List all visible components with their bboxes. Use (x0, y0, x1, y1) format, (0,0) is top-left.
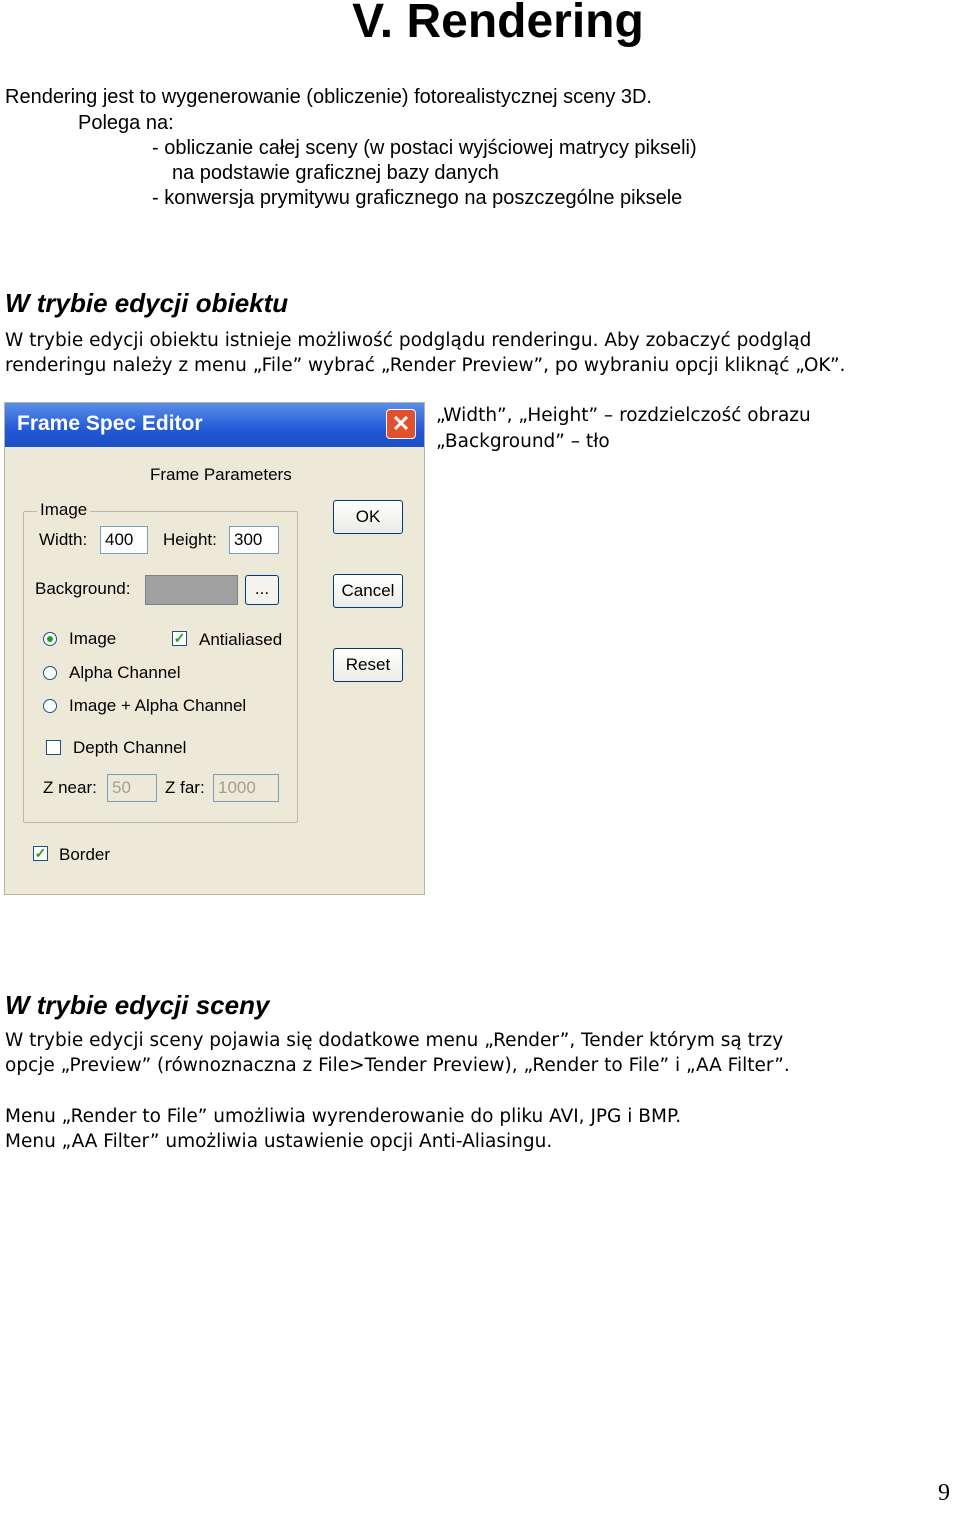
section1-line-1: W trybie edycji obiektu istnieje możliwość podglądu renderingu. Aby zobaczyć podgląd (5, 330, 812, 351)
section2-line-4: Menu „AA Filter” umożliwia ustawienie opcji Anti-Aliasingu. (5, 1131, 553, 1152)
border-checkbox[interactable]: ✓ (34, 845, 47, 861)
height-field[interactable]: 300 (229, 526, 279, 554)
znear-label: Z near: (43, 778, 97, 797)
background-label: Background: (35, 579, 131, 598)
page-number: 9 (938, 1480, 950, 1506)
radio-image-label: Image (69, 629, 117, 648)
image-group-label: Image (37, 500, 90, 520)
antialiased-checkbox[interactable]: ✓ (173, 630, 186, 646)
zfar-label: Z far: (165, 778, 205, 797)
border-label: Border (59, 845, 111, 864)
depth-channel-checkbox[interactable] (46, 740, 61, 755)
section-heading-scene: W trybie edycji sceny (5, 990, 270, 1020)
note-width-height: „Width”, „Height” – rozdzielczość obrazu (436, 405, 811, 426)
width-label: Width: (39, 530, 88, 549)
section-heading-object: W trybie edycji obiektu (5, 288, 289, 318)
intro-line-5: - konwersja prymitywu graficznego na poszczególne piksele (152, 187, 683, 209)
depth-channel-label: Depth Channel (73, 738, 187, 757)
section1-line-2: renderingu należy z menu „File” wybrać „Render Preview”, po wybraniu opcji kliknąć „OK”. (5, 355, 846, 376)
intro-line-1: Rendering jest to wygenerowanie (obliczenie) fotorealistycznej sceny 3D. (5, 86, 652, 108)
antialiased-label: Antialiased (199, 630, 283, 649)
ok-button[interactable]: OK (333, 500, 403, 534)
znear-field[interactable]: 50 (107, 774, 157, 802)
close-icon[interactable]: ✕ (386, 409, 416, 439)
dialog-title: Frame Spec Editor (17, 412, 203, 435)
frame-spec-editor-dialog (4, 402, 425, 895)
cancel-button[interactable]: Cancel (333, 574, 403, 608)
radio-alpha-label: Alpha Channel (69, 663, 181, 682)
intro-line-2: Polega na: (78, 112, 174, 134)
width-field[interactable]: 400 (100, 526, 148, 554)
reset-button[interactable]: Reset (333, 648, 403, 682)
dialog-titlebar (5, 403, 424, 447)
note-background: „Background” – tło (436, 431, 610, 452)
section2-line-1: W trybie edycji sceny pojawia się dodatkowe menu „Render”, Tender którym są trzy (5, 1030, 784, 1051)
intro-line-3: - obliczanie całej sceny (w postaci wyjściowej matrycy pikseli) (152, 137, 697, 159)
radio-alpha-channel[interactable] (43, 666, 57, 680)
zfar-field[interactable]: 1000 (213, 774, 279, 802)
background-browse-button[interactable]: ... (245, 575, 279, 605)
height-label: Height: (163, 530, 217, 549)
section2-line-2: opcje „Preview” (równoznaczna z File>Tender Preview), „Render to File” i „AA Filter”. (5, 1055, 790, 1076)
page-title: V. Rendering (352, 0, 644, 48)
intro-line-4: na podstawie graficznej bazy danych (172, 162, 499, 184)
radio-image-alpha[interactable] (43, 699, 57, 713)
frame-parameters-label: Frame Parameters (150, 465, 292, 484)
radio-image[interactable] (43, 632, 57, 646)
radio-image-alpha-label: Image + Alpha Channel (69, 696, 247, 715)
background-color-swatch[interactable] (145, 575, 238, 605)
section2-line-3: Menu „Render to File” umożliwia wyrenderowanie do pliku AVI, JPG i BMP. (5, 1106, 682, 1127)
